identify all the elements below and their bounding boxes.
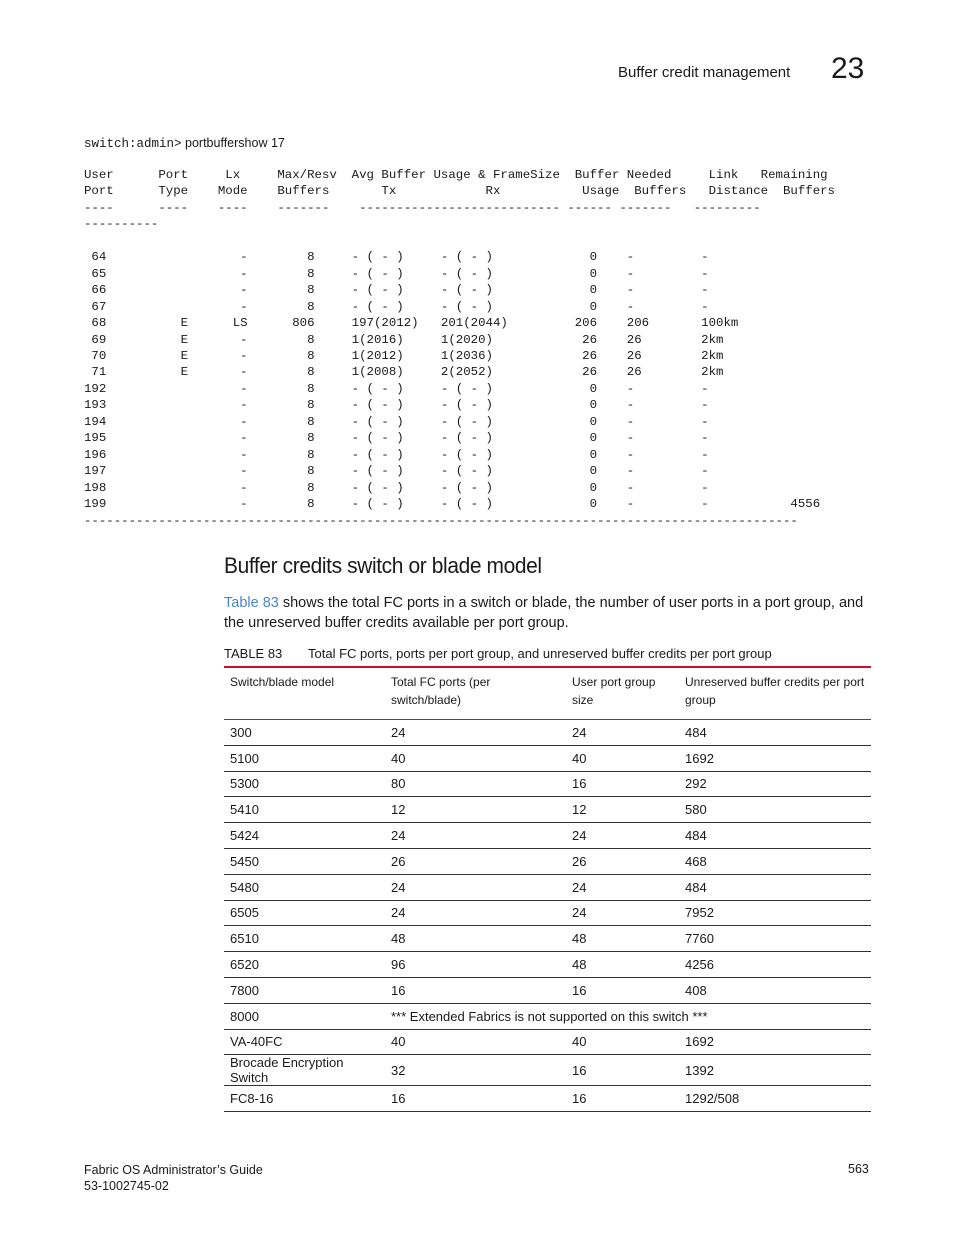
cell-group-size: 40 bbox=[566, 1029, 679, 1055]
cell-model: 6505 bbox=[224, 900, 385, 926]
footer-page-number: 563 bbox=[848, 1162, 869, 1176]
buffer-credits-table bbox=[224, 666, 871, 1112]
table-row bbox=[224, 745, 871, 771]
cell-model: 6510 bbox=[224, 926, 385, 952]
cell-unreserved-credits: 1692 bbox=[679, 1029, 871, 1055]
command-line bbox=[84, 136, 285, 151]
cell-group-size: 24 bbox=[566, 823, 679, 849]
table-row bbox=[224, 848, 871, 874]
cell-total-ports: 12 bbox=[385, 797, 566, 823]
cell-unreserved-credits: 484 bbox=[679, 720, 871, 746]
output-row: 196 - 8 - ( - ) - ( - ) 0 - - bbox=[84, 447, 709, 462]
cell-total-ports: 24 bbox=[385, 823, 566, 849]
cell-total-ports: 24 bbox=[385, 874, 566, 900]
table-row bbox=[224, 977, 871, 1003]
output-row: 199 - 8 - ( - ) - ( - ) 0 - - 4556 bbox=[84, 497, 821, 512]
table-caption-text: Total FC ports, ports per port group, and unreserved buffer credits per port group bbox=[308, 646, 772, 661]
output-row: 198 - 8 - ( - ) - ( - ) 0 - - bbox=[84, 480, 709, 495]
table-header-row bbox=[224, 667, 871, 720]
cell-note: *** Extended Fabrics is not supported on this switch *** bbox=[385, 1003, 871, 1029]
cell-total-ports: 32 bbox=[385, 1055, 566, 1086]
column-header-unreserved-credits: Unreserved buffer credits per port group bbox=[685, 675, 865, 707]
cell-model: FC8-16 bbox=[224, 1086, 385, 1112]
output-row: 66 - 8 - ( - ) - ( - ) 0 - - bbox=[91, 283, 709, 298]
cell-unreserved-credits: 580 bbox=[679, 797, 871, 823]
chapter-number: 23 bbox=[831, 52, 865, 85]
cell-model: 300 bbox=[224, 720, 385, 746]
output-row: 192 - 8 - ( - ) - ( - ) 0 - - bbox=[84, 381, 709, 396]
cell-unreserved-credits: 4256 bbox=[679, 952, 871, 978]
cell-total-ports: 16 bbox=[385, 1086, 566, 1112]
output-row: 64 - 8 - ( - ) - ( - ) 0 - - bbox=[91, 250, 709, 265]
command-output bbox=[84, 167, 835, 529]
cell-model: 5100 bbox=[224, 745, 385, 771]
table-row bbox=[224, 823, 871, 849]
table-row bbox=[224, 900, 871, 926]
cell-model: VA-40FC bbox=[224, 1029, 385, 1055]
output-header-line: User Port Lx Max/Resv Avg Buffer Usage & FrameSize Buffer Needed Link Remaining bbox=[84, 168, 828, 182]
table-row bbox=[224, 1003, 871, 1029]
intro-paragraph bbox=[224, 594, 874, 633]
command-text: portbuffershow 17 bbox=[185, 136, 285, 150]
table-row bbox=[224, 1086, 871, 1112]
cell-group-size: 24 bbox=[566, 720, 679, 746]
cell-unreserved-credits: 1292/508 bbox=[679, 1086, 871, 1112]
cell-total-ports: 26 bbox=[385, 848, 566, 874]
table-row bbox=[224, 720, 871, 746]
cell-total-ports: 40 bbox=[385, 1029, 566, 1055]
cell-total-ports: 24 bbox=[385, 720, 566, 746]
cell-group-size: 16 bbox=[566, 977, 679, 1003]
column-header-total-ports: Total FC ports (per switch/blade) bbox=[391, 675, 491, 707]
column-header-model: Switch/blade model bbox=[230, 675, 335, 689]
intro-text: shows the total FC ports in a switch or blade, the number of user ports in a port group, and the unreserved buffer credits available per port group. bbox=[224, 595, 864, 631]
table-row bbox=[224, 874, 871, 900]
cell-model: 5300 bbox=[224, 771, 385, 797]
table-row bbox=[224, 926, 871, 952]
column-header-group-size: User port group size bbox=[572, 675, 656, 707]
output-header-line: ---- ---- ---- ------- --------------------------- ------ ------- --------- bbox=[84, 200, 761, 215]
output-row: 193 - 8 - ( - ) - ( - ) 0 - - bbox=[84, 398, 709, 413]
cell-unreserved-credits: 7952 bbox=[679, 900, 871, 926]
output-row: 65 - 8 - ( - ) - ( - ) 0 - - bbox=[91, 266, 709, 281]
cell-total-ports: 80 bbox=[385, 771, 566, 797]
table-label: TABLE 83 bbox=[224, 646, 283, 661]
cell-total-ports: 48 bbox=[385, 926, 566, 952]
cell-unreserved-credits: 484 bbox=[679, 823, 871, 849]
cell-model: 5424 bbox=[224, 823, 385, 849]
cell-model: Brocade Encryption Switch bbox=[224, 1055, 385, 1086]
table-row bbox=[224, 1055, 871, 1086]
footer-document-info bbox=[84, 1162, 263, 1194]
cell-model: 5480 bbox=[224, 874, 385, 900]
output-header-line: ---------- bbox=[84, 217, 159, 232]
cell-unreserved-credits: 7760 bbox=[679, 926, 871, 952]
cell-model: 5410 bbox=[224, 797, 385, 823]
output-row: 71 E - 8 1(2008) 2(2052) 26 26 2km bbox=[91, 365, 724, 380]
command-prompt: switch:admin> bbox=[84, 137, 182, 151]
cell-model: 8000 bbox=[224, 1003, 385, 1029]
footer-doc-number: 53-1002745-02 bbox=[84, 1179, 169, 1193]
table-caption bbox=[224, 646, 871, 661]
output-header-line: Port Type Mode Buffers Tx Rx Usage Buffers Distance Buffers bbox=[84, 184, 835, 199]
running-header-title: Buffer credit management bbox=[618, 64, 791, 81]
cell-model: 6520 bbox=[224, 952, 385, 978]
table-reference-link[interactable]: Table 83 bbox=[224, 595, 279, 611]
section-heading: Buffer credits switch or blade model bbox=[224, 553, 542, 578]
cell-unreserved-credits: 408 bbox=[679, 977, 871, 1003]
footer-guide-title: Fabric OS Administrator’s Guide bbox=[84, 1163, 263, 1177]
output-row: 69 E - 8 1(2016) 1(2020) 26 26 2km bbox=[91, 332, 724, 347]
cell-unreserved-credits: 484 bbox=[679, 874, 871, 900]
cell-total-ports: 16 bbox=[385, 977, 566, 1003]
cell-group-size: 16 bbox=[566, 771, 679, 797]
table-row bbox=[224, 771, 871, 797]
table-row bbox=[224, 952, 871, 978]
output-row: 70 E - 8 1(2012) 1(2036) 26 26 2km bbox=[91, 348, 724, 363]
cell-group-size: 40 bbox=[566, 745, 679, 771]
output-footer-rule: ------------------------------------------------------------------------------------------------ bbox=[84, 513, 798, 528]
table-row bbox=[224, 1029, 871, 1055]
cell-group-size: 48 bbox=[566, 926, 679, 952]
cell-group-size: 12 bbox=[566, 797, 679, 823]
cell-total-ports: 96 bbox=[385, 952, 566, 978]
cell-group-size: 24 bbox=[566, 900, 679, 926]
cell-unreserved-credits: 1692 bbox=[679, 745, 871, 771]
cell-group-size: 26 bbox=[566, 848, 679, 874]
cell-model: 5450 bbox=[224, 848, 385, 874]
cell-group-size: 16 bbox=[566, 1055, 679, 1086]
cell-group-size: 16 bbox=[566, 1086, 679, 1112]
cell-unreserved-credits: 1392 bbox=[679, 1055, 871, 1086]
output-row: 197 - 8 - ( - ) - ( - ) 0 - - bbox=[84, 464, 709, 479]
cell-group-size: 24 bbox=[566, 874, 679, 900]
cell-model: 7800 bbox=[224, 977, 385, 1003]
output-row: 67 - 8 - ( - ) - ( - ) 0 - - bbox=[91, 299, 709, 314]
table-row bbox=[224, 797, 871, 823]
output-row: 195 - 8 - ( - ) - ( - ) 0 - - bbox=[84, 431, 709, 446]
output-row: 68 E LS 806 197(2012) 201(2044) 206 206 100km bbox=[91, 316, 739, 331]
cell-unreserved-credits: 292 bbox=[679, 771, 871, 797]
cell-group-size: 48 bbox=[566, 952, 679, 978]
output-row: 194 - 8 - ( - ) - ( - ) 0 - - bbox=[84, 414, 709, 429]
cell-unreserved-credits: 468 bbox=[679, 848, 871, 874]
cell-total-ports: 24 bbox=[385, 900, 566, 926]
cell-total-ports: 40 bbox=[385, 745, 566, 771]
